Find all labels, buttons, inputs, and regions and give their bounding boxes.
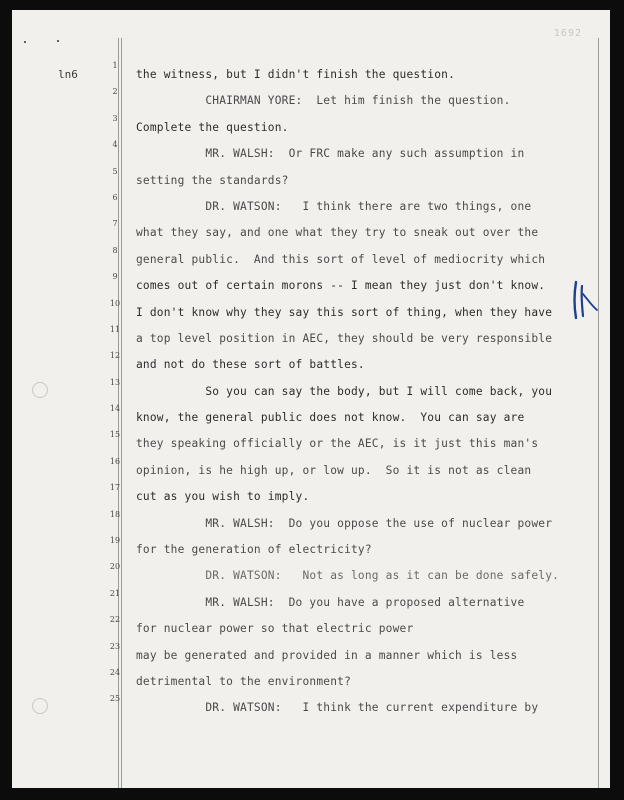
transcript-line xyxy=(12,219,610,252)
line-number: 7 xyxy=(112,219,118,229)
line-number: 6 xyxy=(112,192,118,202)
transcript-line xyxy=(12,272,610,305)
transcript-line xyxy=(12,298,610,332)
line-text: for nuclear power so that electric power xyxy=(136,622,414,636)
speck-mark xyxy=(24,41,26,43)
handwritten-annotation-mark xyxy=(570,280,600,320)
line-number: 14 xyxy=(109,404,121,414)
line-number: 15 xyxy=(109,430,121,440)
line-text: MR. WALSH: Or FRC make any such assumption in xyxy=(136,147,525,161)
line-number: 20 xyxy=(109,562,121,572)
line-number: 11 xyxy=(109,324,121,334)
line-text: know, the general public does not know. You can say are xyxy=(136,411,525,425)
transcript-line xyxy=(12,641,610,675)
page-number: 1692 xyxy=(553,28,582,39)
line-number: 2 xyxy=(112,87,118,97)
line-text: what they say, and one what they try to sneak out over the xyxy=(136,226,539,240)
line-text: may be generated and provided in a manner which is less xyxy=(136,648,518,662)
line-number: 9 xyxy=(112,272,118,282)
transcript-line xyxy=(12,536,610,572)
transcript-line xyxy=(12,404,610,440)
line-text: Complete the question. xyxy=(136,120,289,134)
transcript-line xyxy=(12,113,610,150)
line-number: 21 xyxy=(109,588,121,598)
line-text: MR. WALSH: Do you have a proposed alternative xyxy=(136,595,525,609)
line-text: DR. WATSON: I think there are two things, one xyxy=(136,199,532,213)
transcript-line xyxy=(12,166,610,200)
line-number: 10 xyxy=(109,298,121,308)
transcript-line xyxy=(12,351,610,384)
line-number: 16 xyxy=(109,456,121,466)
line-number: 1 xyxy=(112,61,118,70)
line-text: for the generation of electricity? xyxy=(136,543,372,557)
line-text: So you can say the body, but I will come back, you xyxy=(136,384,553,398)
line-number: 5 xyxy=(112,166,118,176)
transcript-line xyxy=(12,140,610,173)
line-text: a top level position in AEC, they should be very responsible xyxy=(136,331,553,345)
line-text: detrimental to the environment? xyxy=(136,674,351,688)
transcript-line xyxy=(12,562,610,595)
line-number: 23 xyxy=(109,641,121,651)
line-number: 12 xyxy=(109,351,121,361)
line-number: 18 xyxy=(109,509,121,519)
transcript-line xyxy=(12,615,610,648)
line-text: MR. WALSH: Do you oppose the use of nuclear power xyxy=(136,516,553,530)
line-number: 17 xyxy=(109,483,121,493)
line-number: 25 xyxy=(109,694,121,704)
line-text: setting the standards? xyxy=(136,173,289,187)
line-number: 24 xyxy=(109,667,121,677)
section-code: ln6 xyxy=(58,68,78,81)
line-text: the witness, but I didn't finish the question. xyxy=(136,68,456,81)
line-text: DR. WATSON: I think the current expenditure by xyxy=(136,701,539,715)
line-number: 4 xyxy=(112,140,118,150)
line-text: CHAIRMAN YORE: Let him finish the question. xyxy=(136,94,511,108)
line-number: 8 xyxy=(112,245,118,255)
line-text: they speaking officially or the AEC, is it just this man's xyxy=(136,437,539,451)
transcript-page xyxy=(12,10,610,788)
line-text: opinion, is he high up, or low up. So it is not as clean xyxy=(136,463,532,477)
transcript-line xyxy=(12,588,610,625)
line-number: 13 xyxy=(109,377,121,387)
line-number: 19 xyxy=(109,536,121,546)
transcript-line xyxy=(12,456,610,493)
transcript-line xyxy=(12,377,610,414)
line-text: comes out of certain morons -- I mean they just don't know. xyxy=(136,279,546,293)
line-text: and not do these sort of battles. xyxy=(136,358,365,372)
line-number: 22 xyxy=(109,615,121,625)
transcript-line xyxy=(12,87,610,120)
transcript-line xyxy=(12,483,610,516)
line-text: DR. WATSON: Not as long as it can be done safely. xyxy=(136,569,560,583)
transcript-line xyxy=(12,245,610,282)
transcript-line xyxy=(12,192,610,229)
transcript-lines xyxy=(12,61,610,728)
transcript-line xyxy=(12,324,610,361)
transcript-line xyxy=(12,694,610,727)
line-text: I don't know why they say this sort of thing, when they have xyxy=(136,305,553,319)
line-text: cut as you wish to imply. xyxy=(136,490,310,504)
speck-mark xyxy=(57,40,59,42)
transcript-line xyxy=(12,430,610,463)
transcript-line xyxy=(12,61,610,97)
transcript-line xyxy=(12,667,610,704)
line-number: 3 xyxy=(112,113,118,123)
transcript-line xyxy=(12,509,610,546)
line-text: general public. And this sort of level of mediocrity which xyxy=(136,252,546,266)
